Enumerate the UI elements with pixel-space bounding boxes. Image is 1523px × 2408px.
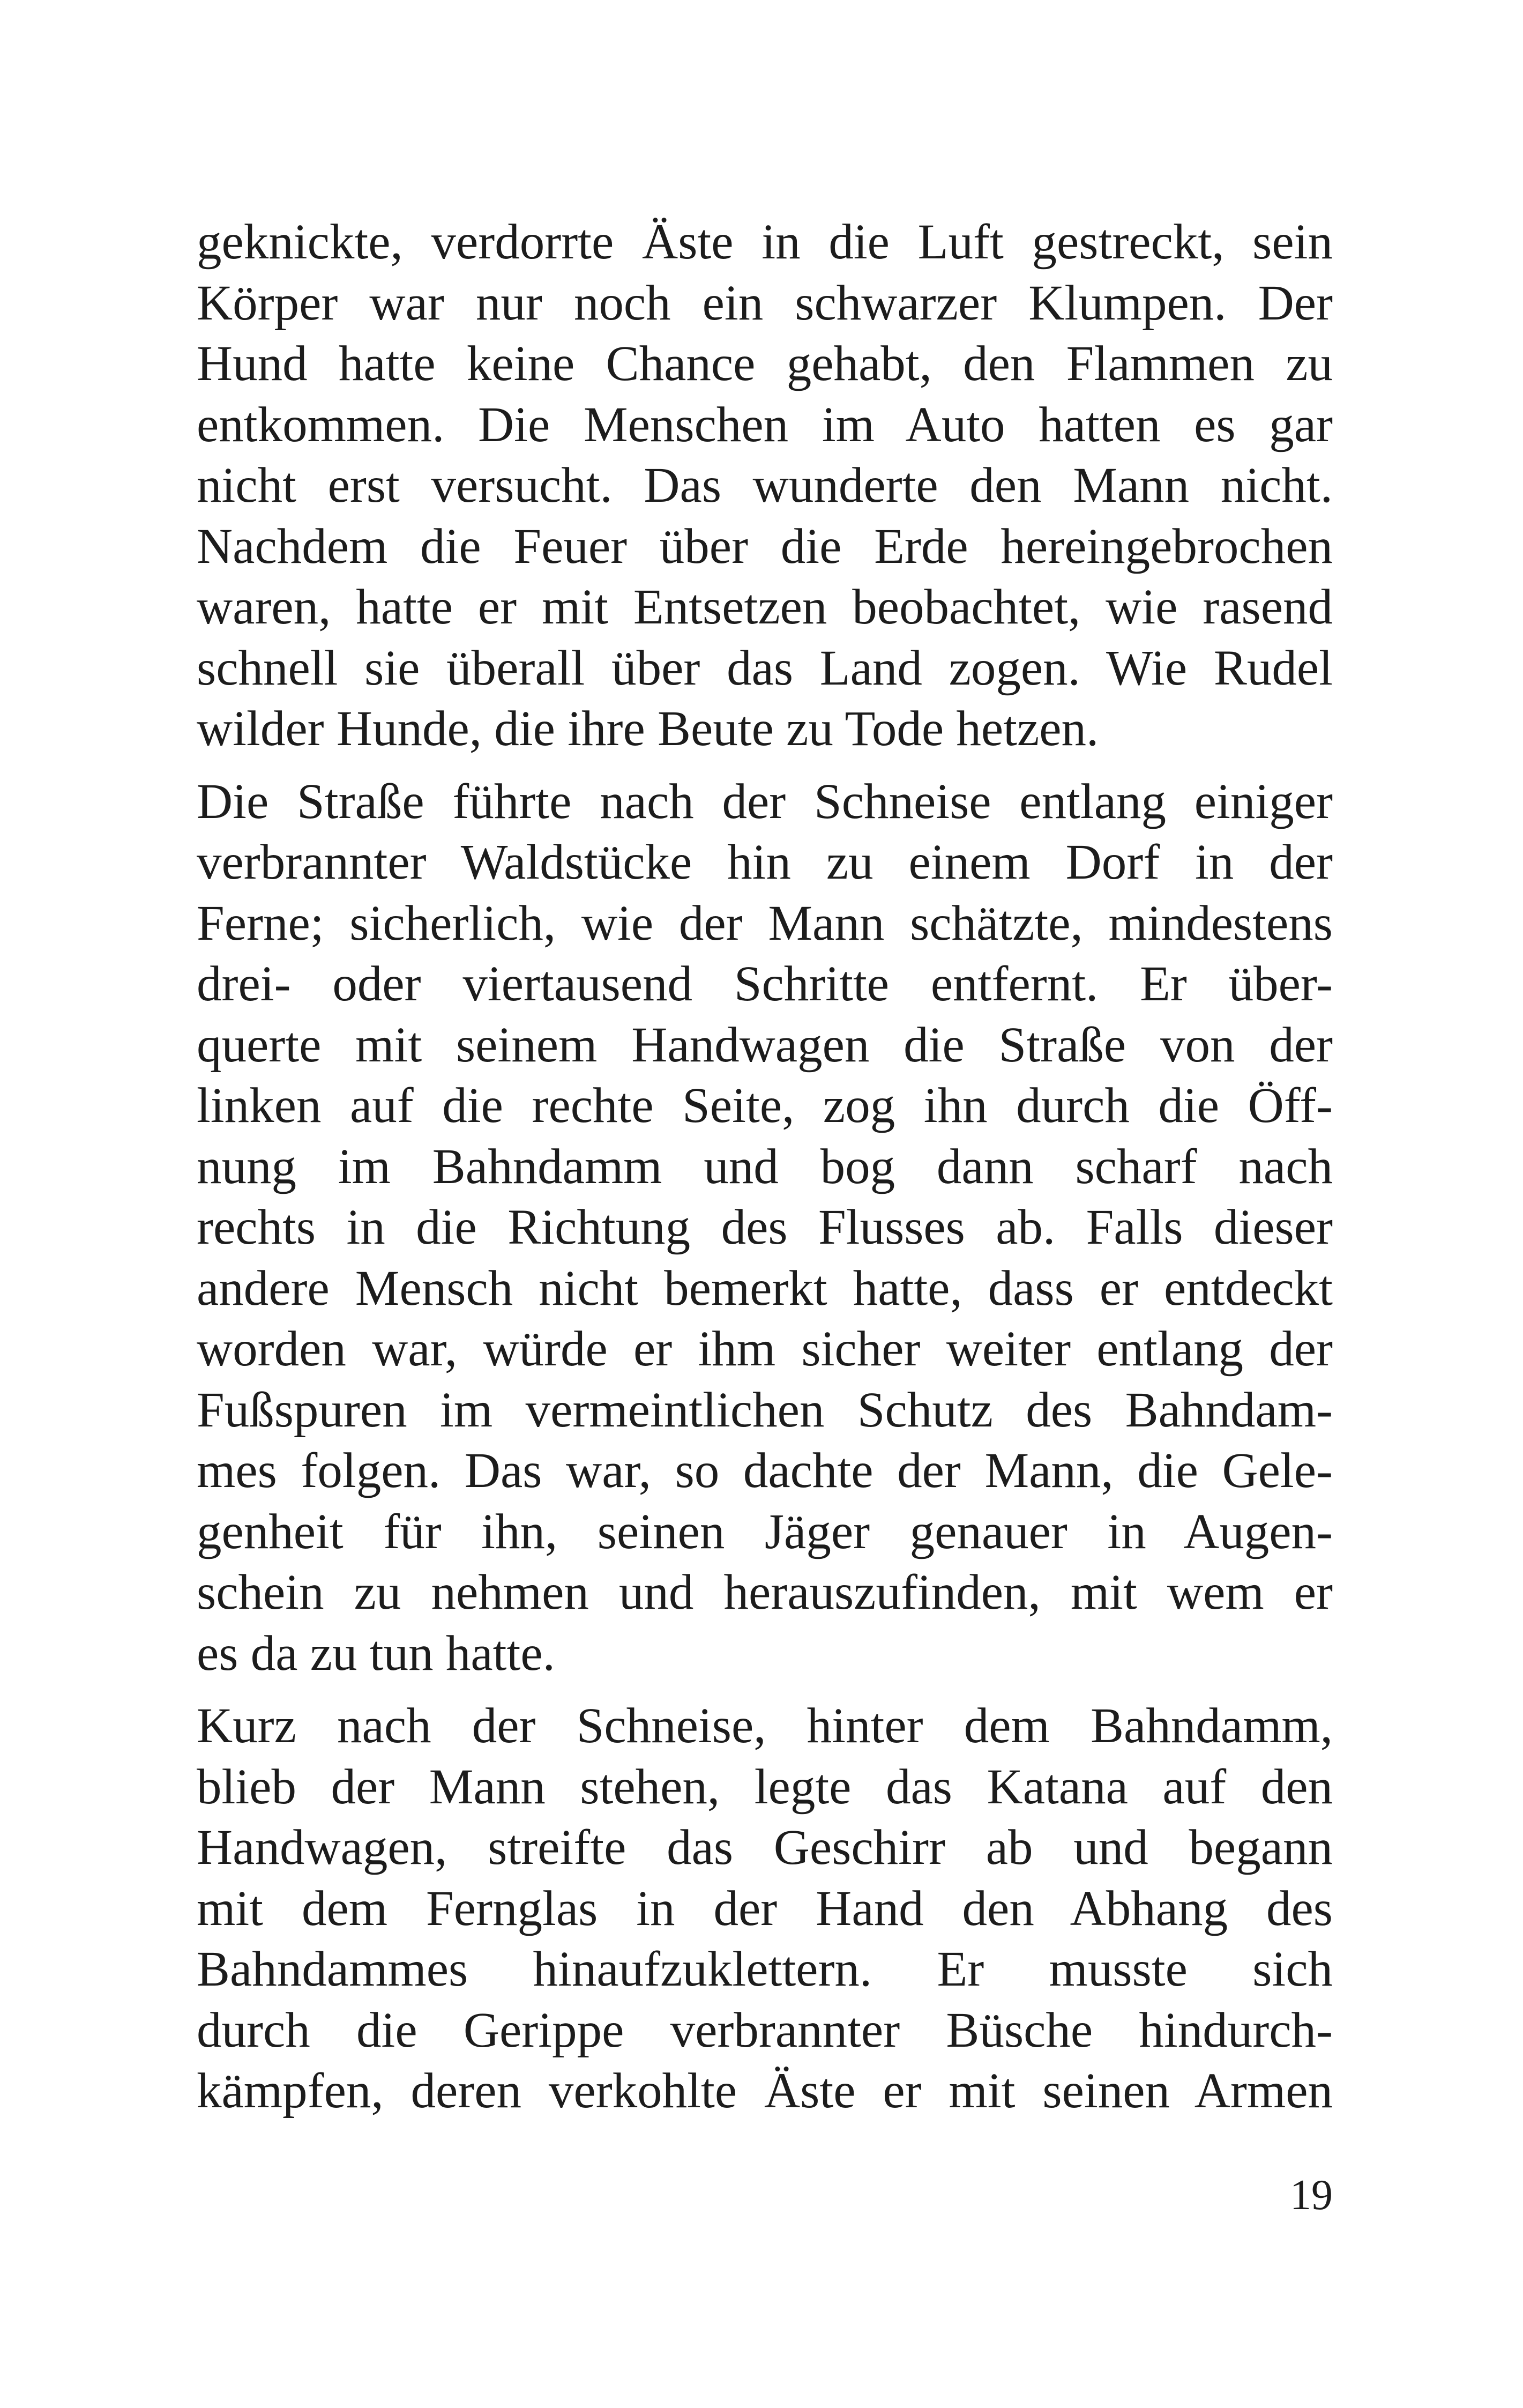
text-line: entkommen. Die Menschen im Auto hatten es gar	[197, 397, 1333, 452]
paragraph	[197, 771, 1333, 1684]
paragraph	[197, 212, 1333, 760]
text-line: worden war, würde er ihm sicher weiter entlang der	[197, 1321, 1333, 1377]
paragraph-gap	[197, 760, 1333, 771]
text-line: nung im Bahndamm und bog dann scharf nach	[197, 1139, 1333, 1194]
text-line: drei- oder viertausend Schritte entfernt. Er über-	[197, 956, 1333, 1012]
text-line: genheit für ihn, seinen Jäger genauer in Augen-	[197, 1504, 1333, 1559]
paragraph-gap	[197, 1684, 1333, 1696]
text-line: wilder Hunde, die ihre Beute zu Tode hetzen.	[197, 701, 1099, 756]
text-line: durch die Gerippe verbrannter Büsche hindurch-	[197, 2002, 1333, 2058]
text-line: Hund hatte keine Chance gehabt, den Flammen zu	[197, 336, 1333, 391]
text-line: blieb der Mann stehen, legte das Katana auf den	[197, 1759, 1333, 1815]
text-line: Die Straße führte nach der Schneise entlang einiger	[197, 774, 1333, 829]
text-line: Ferne; sicherlich, wie der Mann schätzte, mindestens	[197, 895, 1333, 951]
text-line: nicht erst versucht. Das wunderte den Mann nicht.	[197, 458, 1333, 513]
text-line: rechts in die Richtung des Flusses ab. Falls dieser	[197, 1200, 1333, 1255]
text-line: es da zu tun hatte.	[197, 1625, 555, 1681]
text-line: schnell sie überall über das Land zogen. Wie Rudel	[197, 640, 1333, 696]
text-line: Handwagen, streifte das Geschirr ab und begann	[197, 1820, 1333, 1875]
text-line: waren, hatte er mit Entsetzen beobachtet, wie rasend	[197, 579, 1333, 635]
text-line: schein zu nehmen und herauszufinden, mit wem er	[197, 1565, 1333, 1620]
text-line: verbrannter Waldstücke hin zu einem Dorf in der	[197, 835, 1333, 890]
text-line: kämpfen, deren verkohlte Äste er mit seinen Armen	[197, 2063, 1333, 2119]
text-line: Körper war nur noch ein schwarzer Klumpen. Der	[197, 275, 1333, 331]
text-line: Fußspuren im vermeintlichen Schutz des Bahndam-	[197, 1382, 1333, 1438]
page-number: 19	[1290, 2172, 1333, 2219]
text-line: andere Mensch nicht bemerkt hatte, dass er entdeckt	[197, 1260, 1333, 1316]
paragraph	[197, 1696, 1333, 2122]
text-line: Bahndammes hinaufzuklettern. Er musste sich	[197, 1942, 1333, 1997]
text-line: geknickte, verdorrte Äste in die Luft gestreckt, sein	[197, 214, 1333, 270]
text-line: mit dem Fernglas in der Hand den Abhang des	[197, 1881, 1333, 1936]
text-line: mes folgen. Das war, so dachte der Mann, die Gele-	[197, 1443, 1333, 1498]
text-line: Kurz nach der Schneise, hinter dem Bahndamm,	[197, 1698, 1333, 1753]
text-line: querte mit seinem Handwagen die Straße von der	[197, 1017, 1333, 1073]
body-text	[197, 212, 1333, 2122]
text-line: Nachdem die Feuer über die Erde hereingebrochen	[197, 518, 1333, 574]
text-line: linken auf die rechte Seite, zog ihn durch die Öff-	[197, 1078, 1333, 1133]
